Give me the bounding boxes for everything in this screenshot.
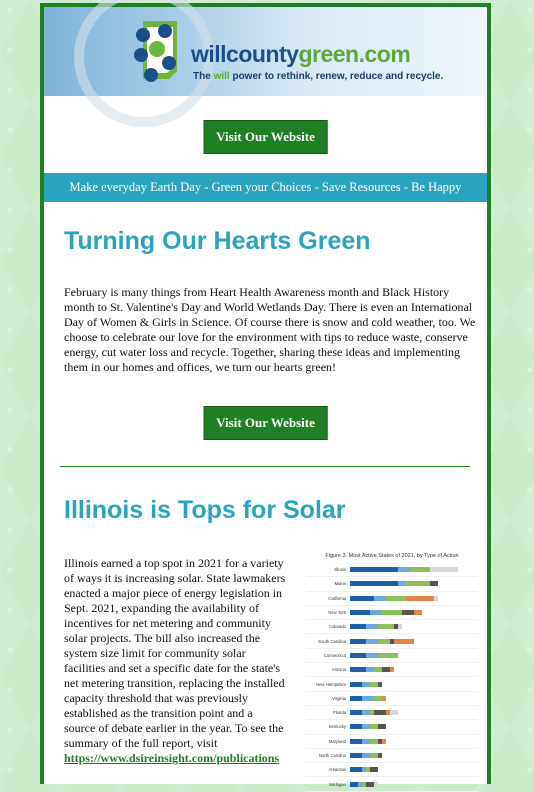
chart-bar-segment (350, 767, 362, 772)
chart-bar-segment (362, 696, 374, 701)
chart-bar-segment (374, 696, 382, 701)
chart-category-label: Kentucky (328, 724, 346, 730)
chart-bar-segment (350, 739, 362, 744)
chart-row (306, 663, 478, 677)
visit-website-button-top[interactable]: Visit Our Website (203, 120, 328, 154)
section-divider (60, 466, 470, 467)
chart-category-label: Virginia (332, 695, 346, 701)
chart-bar-segment (382, 696, 386, 701)
chart-bar-segment (398, 581, 406, 586)
chart-category-label: Florida (333, 710, 346, 716)
chart-bar-segment (410, 567, 430, 572)
chart-bar-segment (366, 653, 378, 658)
chart-bar-segment (378, 724, 386, 729)
article-title-hearts: Turning Our Hearts Green (64, 227, 371, 255)
solar-body-text: Illinois earned a top spot in 2021 for a variety of ways it is increasing solar. State lawmakers enacted a major piece of energy legislation in Sept. 2021, expanding the availability of incentives for net metering and community solar projects. The bill also increased the system size limit for community solar facilities and set a specific date for the state's net metering transition, replacing the installed capacity threshold that was previously established as the transition point and a source of debate earlier in the year. To see the summary of the full report, visit (64, 556, 286, 750)
article-body-hearts: February is many things from Heart Health Awareness month and Black History month to St. Valentine's Day and World Wetlands Day. There is even an International Day of Women & Girls in Science. Of course there is snow and cold weather, too. We choose to celebrate our love for the environment with tips to reduce waste, conserve energy, cut water loss and recycle. Together, sharing these ideas and implementing them in our homes and offices, we turn our hearts green! (64, 285, 476, 374)
chart-row (306, 563, 478, 577)
chart-row (306, 606, 478, 620)
chart-bar-segment (374, 710, 386, 715)
chart-row (306, 735, 478, 749)
chart-bar-segment (378, 682, 382, 687)
chart-category-label: Maine (334, 581, 346, 587)
chart-bar-segment (362, 682, 370, 687)
chart-row (306, 706, 478, 720)
site-tagline: The will power to rethink, renew, reduce and recycle. (193, 71, 444, 82)
chart-bar-segment (366, 782, 374, 787)
chart-bar-segment (378, 624, 394, 629)
chart-row (306, 577, 478, 591)
chart-bar-segment (374, 667, 382, 672)
chart-bar-segment (398, 624, 402, 629)
solar-states-chart (306, 553, 478, 787)
chart-bar-segment (362, 710, 370, 715)
chart-category-label: South Carolina (318, 638, 346, 644)
chart-bar-segment (350, 682, 362, 687)
chart-bar-segment (402, 610, 414, 615)
chart-bar-segment (370, 610, 382, 615)
chart-bar-segment (382, 739, 386, 744)
chart-bar-segment (366, 639, 378, 644)
site-logo-text: willcountygreen.com (191, 41, 411, 67)
chart-bar-segment (350, 624, 366, 629)
chart-bar-segment (366, 624, 378, 629)
chart-bar-segment (370, 682, 378, 687)
chart-category-label: New York (328, 610, 346, 616)
chart-bar-segment (390, 710, 398, 715)
chart-bar-segment (366, 667, 374, 672)
chart-category-label: Michigan (329, 781, 346, 787)
header-banner (44, 7, 487, 96)
chart-bar-segment (406, 596, 434, 601)
chart-bar-segment (350, 610, 370, 615)
visit-website-button-mid[interactable]: Visit Our Website (203, 406, 328, 440)
chart-category-label: New Hampshire (316, 681, 346, 687)
chart-category-label: North Carolina (319, 753, 346, 758)
chart-bar-segment (370, 739, 378, 744)
chart-bar-segment (374, 596, 386, 601)
chart-bar-segment (378, 639, 390, 644)
chart-bar-segment (394, 639, 414, 644)
chart-bar-segment (350, 581, 398, 586)
chart-row (306, 692, 478, 706)
chart-bar-segment (390, 667, 394, 672)
chart-bar-segment (398, 567, 410, 572)
chart-bar-segment (350, 596, 374, 601)
chart-bar-segment (362, 724, 370, 729)
chart-bar-segment (434, 596, 438, 601)
chart-category-label: Maryland (328, 738, 346, 744)
chart-row (306, 634, 478, 648)
chart-bar-segment (414, 610, 422, 615)
chart-bar-segment (374, 782, 378, 787)
newsletter-card (40, 3, 491, 787)
chart-bar-segment (350, 724, 362, 729)
chart-bar-segment (362, 739, 370, 744)
chart-bar-segment (350, 639, 366, 644)
chart-row (306, 720, 478, 734)
chart-category-label: Illinois (334, 567, 346, 573)
chart-row (306, 777, 478, 791)
chart-bar-segment (370, 724, 378, 729)
chart-bar-segment (350, 696, 362, 701)
green-logo-icon (129, 19, 191, 89)
chart-row (306, 763, 478, 777)
chart-bar-segment (350, 567, 398, 572)
chart-title: Figure 3. Most Active States of 2021, by Type of Action (325, 553, 459, 559)
chart-bar-segment (382, 667, 390, 672)
chart-bar-segment (386, 596, 406, 601)
chart-bar-segment (370, 767, 378, 772)
chart-bar-segment (350, 710, 362, 715)
chart-category-label: California (328, 595, 346, 601)
chart-bar-segment (382, 610, 402, 615)
dsire-publications-link[interactable]: https://www.dsireinsight.com/publications (64, 751, 280, 765)
chart-row (306, 677, 478, 691)
article-body-solar (64, 556, 286, 766)
article-title-solar: Illinois is Tops for Solar (64, 496, 346, 524)
chart-bar-segment (362, 753, 370, 758)
chart-bar-segment (378, 653, 398, 658)
chart-bar-segment (430, 567, 458, 572)
chart-category-label: Colorado (329, 624, 346, 630)
chart-bar-segment (350, 653, 366, 658)
chart-category-label: Arkansas (328, 767, 346, 773)
chart-bar-segment (370, 753, 378, 758)
chart-category-label: Arizona (331, 667, 346, 673)
chart-row (306, 592, 478, 606)
chart-bar-segment (350, 667, 366, 672)
chart-row (306, 749, 478, 763)
chart-bar-segment (406, 581, 430, 586)
chart-row (306, 620, 478, 634)
chart-bar-segment (350, 753, 362, 758)
chart-bar-segment (378, 753, 382, 758)
chart-category-label: Connecticut (323, 652, 346, 658)
tagline-strip: Make everyday Earth Day - Green your Choices - Save Resources - Be Happy (44, 173, 487, 202)
chart-rows (306, 563, 478, 792)
chart-bar-segment (350, 782, 358, 787)
chart-bar-segment (430, 581, 438, 586)
chart-row (306, 649, 478, 663)
